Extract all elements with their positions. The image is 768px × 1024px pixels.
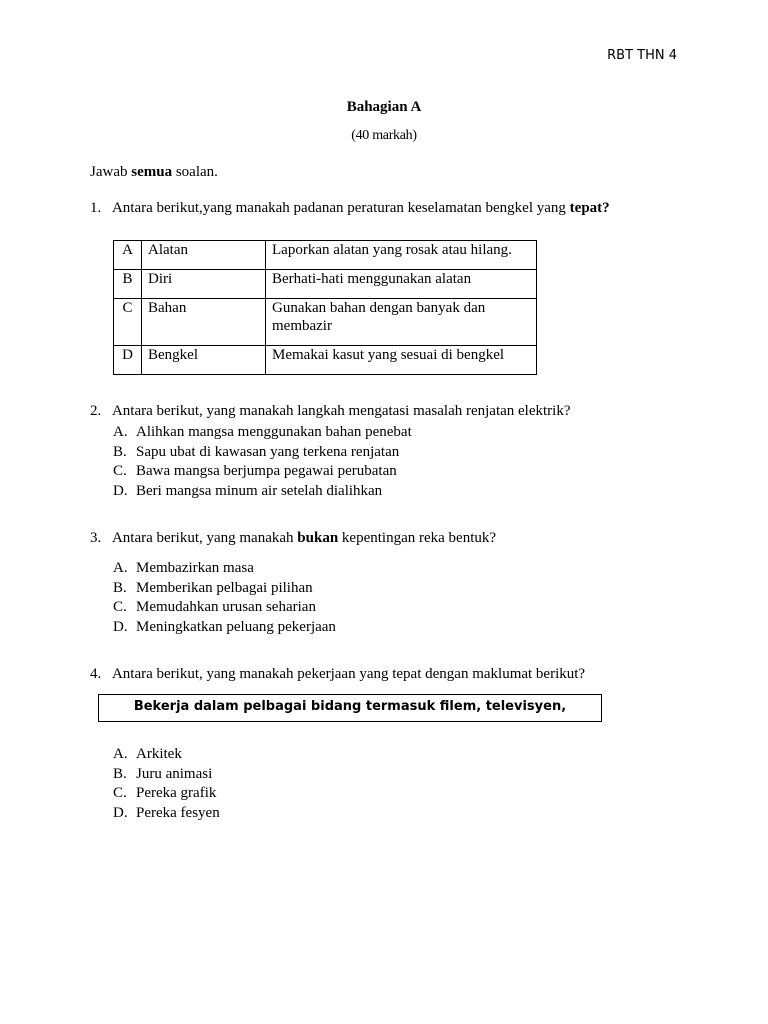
instruction-before: Jawab bbox=[90, 164, 132, 180]
question-bold: tepat? bbox=[569, 200, 610, 216]
question-2-options bbox=[113, 423, 412, 501]
table-cell-category: Bengkel bbox=[142, 346, 266, 375]
table-cell-letter: A bbox=[114, 241, 142, 270]
option-text: Juru animasi bbox=[136, 765, 213, 782]
question-text: Antara berikut, yang manakah pekerjaan yang tepat dengan maklumat berikut? bbox=[111, 666, 586, 682]
option-text: Pereka grafik bbox=[136, 785, 217, 801]
instruction-bold: semua bbox=[131, 164, 173, 180]
option-b bbox=[113, 443, 412, 463]
table-cell-letter: B bbox=[114, 270, 142, 299]
option-letter: C. bbox=[113, 785, 127, 801]
option-text: Beri mangsa minum air setelah dialihkan bbox=[136, 482, 383, 499]
table-cell-rule: Laporkan alatan yang rosak atau hilang. bbox=[266, 241, 537, 270]
option-d bbox=[113, 618, 336, 638]
option-letter: D. bbox=[113, 482, 128, 499]
option-a bbox=[113, 559, 336, 579]
section-title: Bahagian A bbox=[346, 99, 422, 115]
table-row bbox=[114, 299, 537, 346]
table-cell-rule: Gunakan bahan dengan banyak dan membazir bbox=[266, 299, 537, 346]
option-text: Meningkatkan peluang pekerjaan bbox=[136, 618, 336, 635]
option-text: Sapu ubat di kawasan yang terkena renjatan bbox=[136, 443, 400, 460]
table-cell-rule: Memakai kasut yang sesuai di bengkel bbox=[266, 346, 537, 375]
question-text-after: kepentingan reka bentuk? bbox=[338, 530, 497, 546]
option-letter: B. bbox=[113, 443, 127, 460]
table-cell-category: Diri bbox=[142, 270, 266, 299]
table-cell-letter: C bbox=[114, 299, 142, 346]
question-1 bbox=[90, 200, 610, 217]
info-box: Bekerja dalam pelbagai bidang termasuk filem, televisyen, bbox=[98, 694, 602, 722]
question-3-options bbox=[113, 559, 336, 637]
option-a bbox=[113, 745, 220, 765]
option-text: Memberikan pelbagai pilihan bbox=[136, 579, 313, 596]
option-c bbox=[113, 462, 412, 482]
option-text: Membazirkan masa bbox=[136, 560, 254, 576]
option-b bbox=[113, 765, 220, 785]
question-number: 4. bbox=[90, 666, 102, 682]
question-4-options bbox=[113, 745, 220, 823]
header-label: RBT THN 4 bbox=[607, 48, 677, 63]
option-letter: B. bbox=[113, 765, 127, 782]
table-cell-category: Alatan bbox=[142, 241, 266, 270]
section-marks: (40 markah) bbox=[351, 128, 417, 143]
option-c bbox=[113, 784, 220, 804]
option-letter: A. bbox=[113, 424, 128, 440]
question-number: 1. bbox=[90, 200, 102, 216]
table-row bbox=[114, 241, 537, 270]
question-number: 3. bbox=[90, 530, 102, 546]
option-c bbox=[113, 598, 336, 618]
option-d bbox=[113, 482, 412, 502]
option-letter: A. bbox=[113, 746, 128, 762]
question-3 bbox=[90, 530, 496, 547]
table-cell-letter: D bbox=[114, 346, 142, 375]
table-cell-rule: Berhati-hati menggunakan alatan bbox=[266, 270, 537, 299]
option-text: Pereka fesyen bbox=[136, 804, 220, 821]
option-letter: C. bbox=[113, 599, 127, 615]
option-letter: B. bbox=[113, 579, 127, 596]
option-text: Alihkan mangsa menggunakan bahan penebat bbox=[136, 424, 412, 440]
option-d bbox=[113, 804, 220, 824]
option-letter: D. bbox=[113, 804, 128, 821]
question-text: Antara berikut,yang manakah padanan peraturan keselamatan bengkel yang bbox=[111, 200, 570, 216]
question-text: Antara berikut, yang manakah bbox=[111, 530, 298, 546]
question-number: 2. bbox=[90, 403, 102, 419]
safety-rules-table bbox=[113, 240, 537, 375]
option-b bbox=[113, 579, 336, 599]
option-letter: A. bbox=[113, 560, 128, 576]
question-bold: bukan bbox=[297, 530, 339, 546]
option-text: Arkitek bbox=[136, 746, 182, 762]
instruction-after: soalan. bbox=[172, 164, 218, 180]
question-4 bbox=[90, 666, 585, 683]
question-text: Antara berikut, yang manakah langkah mengatasi masalah renjatan elektrik? bbox=[111, 403, 571, 419]
table-row bbox=[114, 270, 537, 299]
option-letter: D. bbox=[113, 618, 128, 635]
option-a bbox=[113, 423, 412, 443]
question-2 bbox=[90, 403, 571, 420]
option-text: Memudahkan urusan seharian bbox=[136, 599, 316, 615]
instruction bbox=[90, 164, 218, 181]
table-cell-category: Bahan bbox=[142, 299, 266, 346]
option-text: Bawa mangsa berjumpa pegawai perubatan bbox=[136, 463, 397, 479]
table-row bbox=[114, 346, 537, 375]
option-letter: C. bbox=[113, 463, 127, 479]
